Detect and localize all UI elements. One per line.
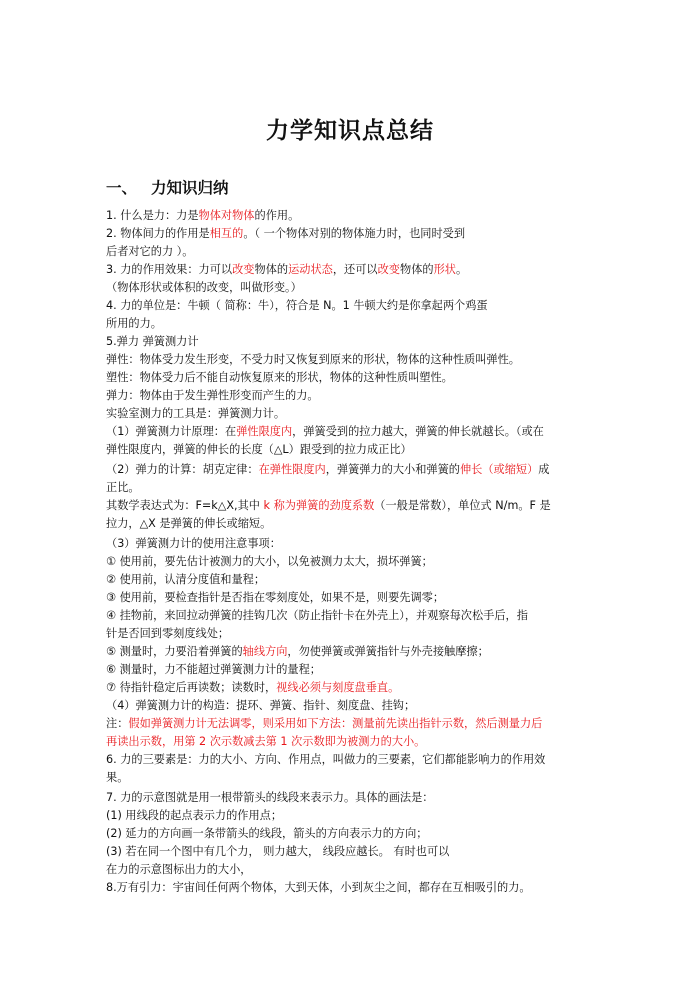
body-text: （物体形状或体积的改变，叫做形变。） [106,281,302,294]
body-text: 物体的 [254,263,289,276]
highlight-text: 视线必须与刻度盘垂直。 [276,681,400,694]
highlight-text: 伸长（或缩短） [459,463,539,476]
section-heading [106,176,229,198]
text-line [106,827,600,841]
text-line [106,407,600,421]
body-text: 果。 [106,771,129,784]
body-text: 所用的力。 [106,317,162,330]
body-text: 塑性：物体受力后不能自动恢复原来的形状，物体的这种性质叫塑性。 [106,371,453,384]
text-line [106,335,600,349]
body-text: 3. 力的作用效果：力可以 [106,263,233,276]
text-line [106,371,600,385]
body-text: ，还可以 [332,263,378,276]
body-text: 其数学表达式为：F=k△X,其中 [106,499,264,512]
text-line [106,681,600,695]
body-text: （1）弹簧测力计原理：在 [106,425,237,438]
text-line [106,353,600,367]
text-line [106,281,600,295]
highlight-text: 相互的 [209,227,244,240]
text-line [106,443,600,457]
body-text: 物体的 [400,263,434,276]
body-text: (3) 若在同一个图中有几个力， 则力越大， 线段应越长。 有时也可以 [106,845,450,858]
text-line [106,245,600,259]
text-line [106,263,600,277]
body-text: 针是否回到零刻度线处； [106,627,230,640]
body-text: 后者对它的力 ）。 [106,245,194,258]
body-text: 成 [538,463,550,476]
text-line [106,863,600,877]
body-text: 的作用。 [254,209,300,222]
body-text: (1) 用线段的起点表示力的作用点； [106,809,283,822]
text-line [106,845,600,859]
highlight-text: 改变 [232,263,255,276]
body-text: 。 [455,263,468,276]
body-text: ，勿使弹簧或弹簧指针与外壳接触摩擦； [287,645,489,658]
body-text: 实验室测力的工具是：弹簧测力计。 [106,407,286,420]
body-text: 2. 物体间力的作用是 [106,227,210,240]
body-text: 注： [106,717,129,730]
body-text: （3）弹簧测力计的使用注意事项： [106,537,281,550]
body-text: ② 使用前，认清分度值和量程； [106,573,266,586]
text-line [106,517,600,531]
text-line [106,425,600,439]
text-line [106,481,600,495]
section-number: 一、 [106,179,138,197]
text-line [106,463,600,477]
highlight-text: 弹性限度内 [236,425,293,438]
text-line [106,573,600,587]
highlight-text: 运动状态 [288,263,333,276]
body-text: ① 使用前，要先估计被测力的大小，以免被测力太大，损坏弹簧； [106,555,433,568]
body-text: （2）弹力的计算：胡克定律： [106,463,259,476]
highlight-text: 在弹性限度内 [258,463,326,476]
text-line [106,791,600,805]
text-line [106,809,600,823]
section-title: 力知识归纳 [151,179,229,197]
text-line [106,299,600,313]
body-text: ，弹簧受到的拉力越大，弹簧的伸长就越长。（或在 [292,425,544,438]
text-line [106,317,600,331]
body-text: 在力的示意图标出力的大小， [106,863,252,876]
text-line [106,881,600,895]
body-text: （4）弹簧测力计的构造：提环、弹簧、指针、刻度盘、挂钩； [106,699,416,712]
body-text: ⑦ 待指针稳定后再读数；读数时， [106,681,277,694]
highlight-text: 改变 [377,263,400,276]
body-text: ，弹簧弹力的大小和弹簧的 [325,463,460,476]
body-text: ④ 挂物前，来回拉动弹簧的挂钩几次（防止指针卡在外壳上），并观察每次松手后，指 [106,609,528,622]
text-line [106,753,600,767]
highlight-text: 物体对物体 [198,209,255,222]
highlight-text: 轴线方向 [242,645,288,658]
highlight-text: 再读出示数，用第 2 次示数减去第 1 次示数即为被测力的大小。 [106,735,426,748]
body-text: (2) 延力的方向画一条带箭头的线段，箭头的方向表示力的方向； [106,827,428,840]
body-text: 7. 力的示意图就是用一根带箭头的线段来表示力。具体的画法是： [106,791,434,804]
body-text: ③ 使用前，要检查指针是否指在零刻度处，如果不是，则要先调零； [106,591,445,604]
text-line [106,209,600,223]
text-line [106,389,600,403]
body-text: 弹性：物体受力发生形变，不受力时又恢复到原来的形状，物体的这种性质叫弹性。 [106,353,520,366]
body-text: ⑤ 测量时，力要沿着弹簧的 [106,645,243,658]
highlight-text: k 称为弹簧的劲度系数 [263,499,375,512]
text-line [106,735,600,749]
text-line [106,771,600,785]
body-text: ⑥ 测量时，力不能超过弹簧测力计的量程； [106,663,321,676]
highlight-text: 形状 [433,263,456,276]
body-text: 1. 什么是力：力是 [106,209,199,222]
body-text: 。（ 一个物体对别的物体施力时，也同时受到 [243,227,466,240]
body-text: 拉力，△X 是弹簧的伸长或缩短。 [106,517,272,530]
body-text: 5.弹力 弹簧测力计 [106,335,199,348]
text-line [106,537,600,551]
body-text: 4. 力的单位是：牛顿（ 简称：牛），符合是 N。1 牛顿大约是你拿起两个鸡蛋 [106,299,488,312]
body-text: （一般是常数），单位式 N/m。F 是 [374,499,551,512]
body-text: 正比。 [106,481,140,494]
text-line [106,717,600,731]
highlight-text: 假如弹簧测力计无法调零，则采用如下方法：测量前先读出指针示数，然后测量力后 [128,717,543,730]
text-line [106,227,600,241]
text-line [106,609,600,623]
body-text: 6. 力的三要素是：力的大小、方向、作用点，叫做力的三要素，它们都能影响力的作用效 [106,753,546,766]
text-line [106,499,600,513]
text-line [106,645,600,659]
text-line [106,591,600,605]
text-line [106,663,600,677]
body-text: 弹力：物体由于发生弹性形变而产生的力。 [106,389,319,402]
text-line [106,555,600,569]
body-text: 8.万有引力：宇宙间任何两个物体，大到天体，小到灰尘之间，都存在互相吸引的力。 [106,881,531,894]
text-line [106,699,600,713]
body-text: 弹性限度内，弹簧的伸长的长度（△L）跟受到的拉力成正比） [106,443,412,456]
text-line [106,627,600,641]
document-title: 力学知识点总结 [266,118,434,144]
